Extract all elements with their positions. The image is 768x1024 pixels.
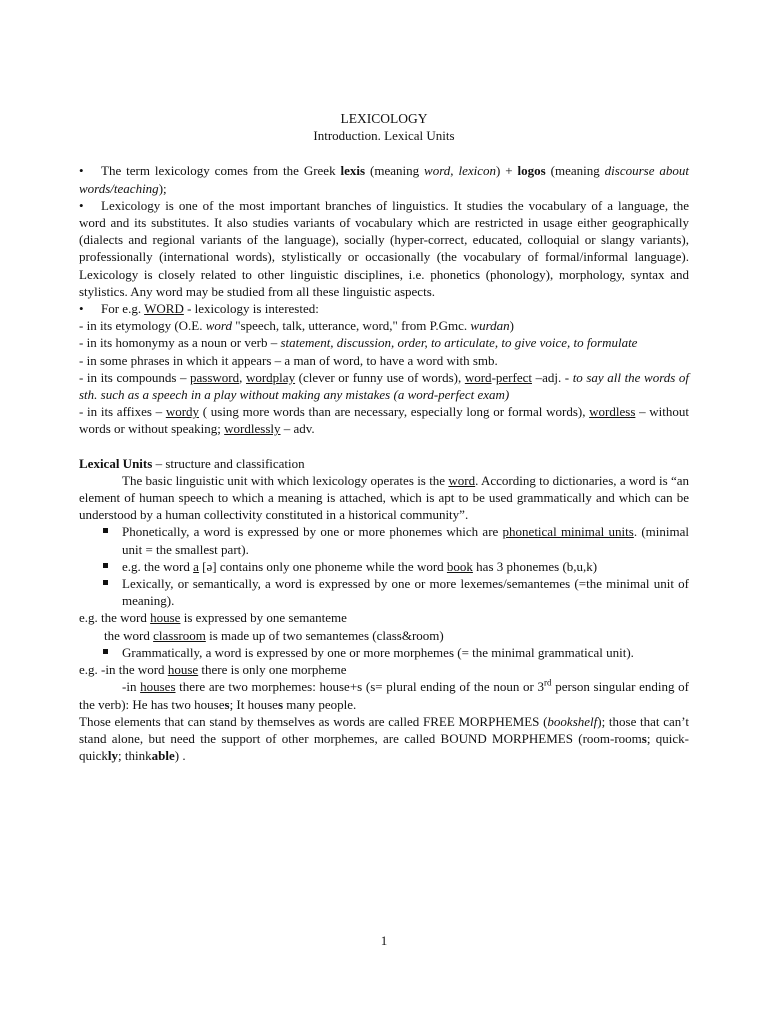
bullet-paragraph-2: • Lexicology is one of the most important branches of linguistics. It studies the vocabulary of a language, the word and its substitutes. It also studies variants of vocabulary which are restricted in usage either geographically (dialects and regional variants of the language), socially (hyper-correct, educated, colloquial or slangy variants), professionally (international words), stylistically or occasionally (the vocabulary of formal/informal language). Lexicology is closely related to other linguistic disciplines, i.e. phonetics (phonology), morphology, syntax and stylistics. Any word may be studied from all these linguistic aspects.: [79, 197, 689, 299]
compounds-line: - in its compounds – password, wordplay (clever or funny use of words), word-perfect –adj. - to say all the words of sth. such as a speech in a play without making any mistakes (a word-perfect exam): [79, 369, 690, 403]
bullet-icon: •: [79, 163, 84, 179]
square-bullet-icon: [103, 649, 108, 654]
square-bullet-icon: [103, 580, 108, 585]
phrases-line: - in some phrases in which it appears – a man of word, to have a word with smb.: [79, 352, 498, 368]
bullet-paragraph-3: • For e.g. WORD - lexicology is interested:: [79, 301, 319, 317]
homonymy-line: - in its homonymy as a noun or verb – statement, discussion, order, to articulate, to give voice, to formulate: [79, 335, 638, 351]
example-classroom: the word classroom is made up of two semantemes (class&room): [104, 627, 444, 643]
document-body: [79, 110, 689, 764]
spacer: [79, 438, 689, 455]
bullet-icon: •: [79, 197, 84, 213]
affixes-line: - in its affixes – wordy ( using more words than are necessary, especially long or formal words), wordless – without words or without speaking; wordlessly – adv.: [79, 404, 689, 437]
list-item-example-phonemes: e.g. the word a [ə] contains only one phoneme while the word book has 3 phonemes (b,u,k): [79, 558, 689, 575]
list-item-phonetically: Phonetically, a word is expressed by one or more phonemes which are phonetical minimal units. (minimal unit = the smallest part).: [79, 523, 689, 557]
example-houses: -in houses there are two morphemes: house+s (s= plural ending of the noun or 3rd person singular ending of the verb): He has two houses; It houses many people.: [79, 677, 689, 712]
bullet-paragraph-1: • The term lexicology comes from the Greek lexis (meaning word, lexicon) + logos (meaning discourse about words/teaching);: [79, 163, 690, 196]
etymology-line: - in its etymology (O.E. word "speech, talk, utterance, word," from P.Gmc. wurdan): [79, 318, 514, 334]
definition-paragraph: The basic linguistic unit with which lexicology operates is the word. According to dictionaries, a word is “an element of human speech to which a meaning is attached, which is apt to be used grammatically and which can be understood by a human collectivity constituted in a historical community”.: [79, 472, 690, 523]
square-bullet-icon: [103, 563, 108, 568]
list-item-lexically: Lexically, or semantically, a word is expressed by one or more lexemes/semantemes (=the minimal unit of meaning).: [79, 575, 689, 609]
square-bullet-icon: [103, 528, 108, 533]
document-title: LEXICOLOGY: [340, 111, 428, 126]
document-subtitle: Introduction. Lexical Units: [313, 128, 455, 144]
example-house-morpheme: e.g. -in the word house there is only one morpheme: [79, 662, 347, 678]
list-item-grammatically: Grammatically, a word is expressed by one or more morphemes (= the minimal grammatical unit).: [79, 644, 689, 661]
example-house-semanteme: e.g. the word house is expressed by one semanteme: [79, 610, 347, 626]
page-number: 1: [380, 933, 388, 948]
bullet-icon: •: [79, 301, 84, 317]
section-heading: Lexical Units – structure and classification: [79, 455, 305, 471]
morphemes-paragraph: Those elements that can stand by themselves as words are called FREE MORPHEMES (bookshelf); those that can’t stand alone, but need the support of other morphemes, are called BOUND MORPHEMES (room-rooms; quick-quickly; thinkable) .: [79, 713, 689, 764]
